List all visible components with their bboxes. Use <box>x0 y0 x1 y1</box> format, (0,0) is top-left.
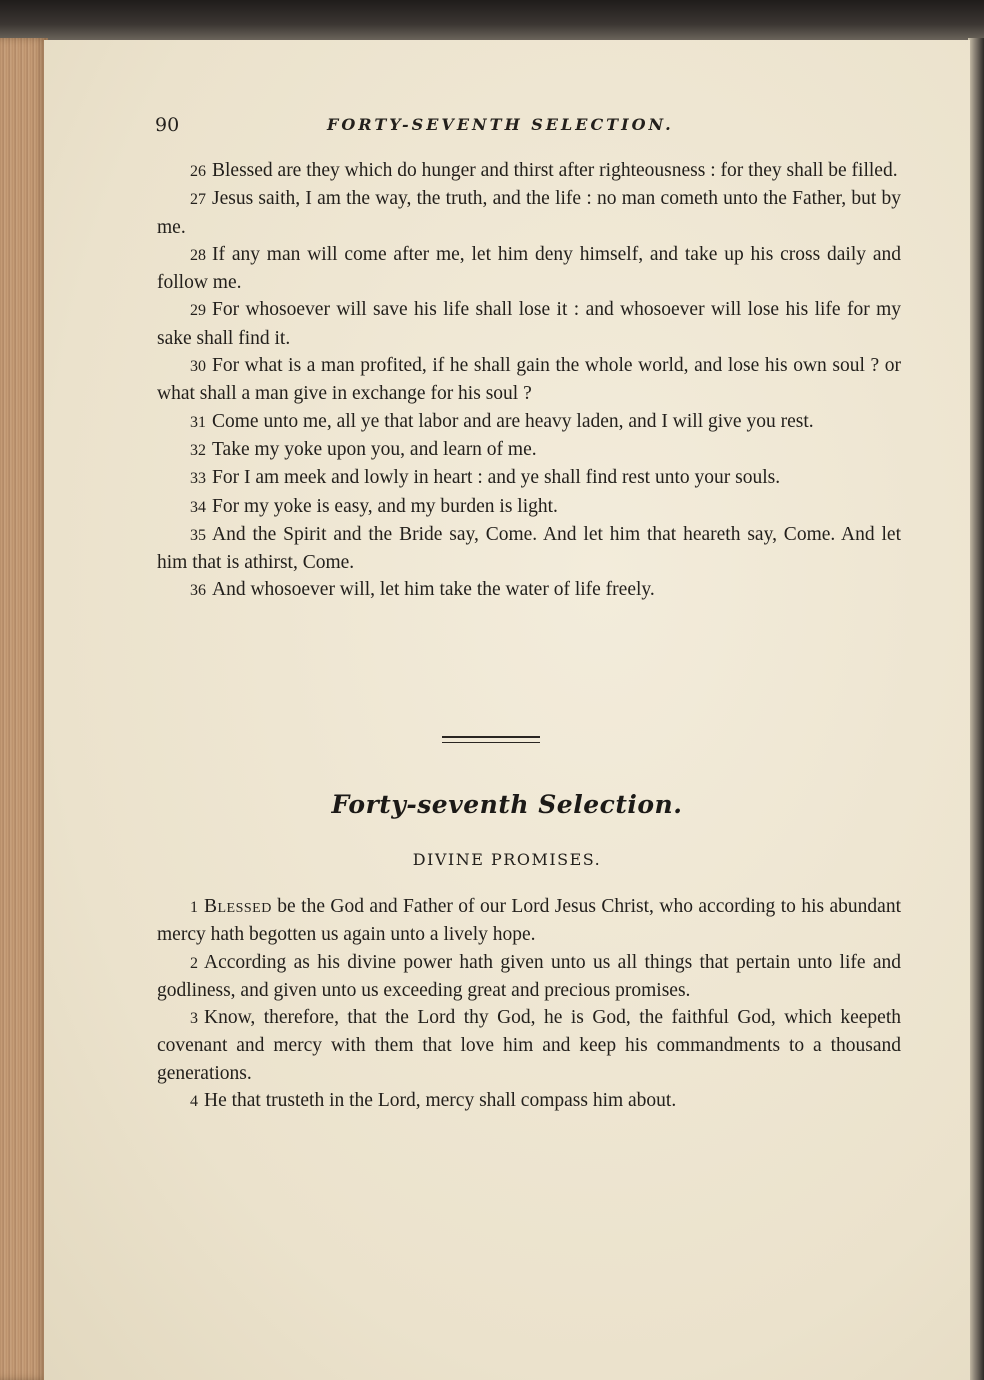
verse <box>157 185 901 241</box>
verse-number: 29 <box>190 302 206 320</box>
verse <box>157 949 901 1005</box>
verse <box>157 893 901 949</box>
verse-text: And whosoever will, let him take the water of life freely. <box>212 579 655 601</box>
verse-text: For what is a man profited, if he shall gain the whole world, and lose his own soul ? or what shall a man give in exchange for his soul ? <box>157 355 901 405</box>
selection-subheading: DIVINE PROMISES. <box>412 850 602 869</box>
verse-text: Blessed are they which do hunger and thirst after righteousness : for they shall be filled. <box>212 160 898 181</box>
verse-text: Take my yoke upon you, and learn of me. <box>212 438 537 460</box>
verse-number: 27 <box>190 191 206 209</box>
verse-number: 33 <box>190 470 206 488</box>
verse-number: 28 <box>190 246 206 264</box>
verse-text: be the God and Father of our Lord Jesus Christ, who according to his abundant mercy hath begotten us again unto a lively hope. <box>157 896 901 946</box>
verse-text: And the Spirit and the Bride say, Come. And let him that heareth say, Come. And let him that is athirst, Come. <box>157 523 901 574</box>
section-divider <box>442 736 540 743</box>
verse-text: For whosoever will save his life shall lose it : and whosoever will lose his life for my sake shall find it. <box>157 299 901 349</box>
page-number: 90 <box>155 114 180 136</box>
verse-text: He that trusteth in the Lord, mercy shall compass him about. <box>204 1090 677 1112</box>
verse <box>157 241 901 297</box>
previous-selection-verses <box>157 157 901 605</box>
verse-number: 34 <box>190 498 206 516</box>
verse-number: 30 <box>190 358 206 376</box>
page-header <box>155 114 855 140</box>
verse-text: For I am meek and lowly in heart : and ye shall find rest unto your souls. <box>212 467 781 489</box>
verse-number: 3 <box>190 1010 198 1028</box>
verse <box>157 436 901 464</box>
verse-text: Jesus saith, I am the way, the truth, and the life : no man cometh unto the Father, but by me. <box>157 188 901 238</box>
verse-text: According as his divine power hath given unto us all things that pertain unto life and godliness, and given unto us exceeding great and precious promises. <box>157 951 901 1001</box>
binding-edge <box>968 38 984 1380</box>
verse <box>157 408 901 436</box>
verse-text: For my yoke is easy, and my burden is light. <box>212 495 558 517</box>
verse <box>157 493 901 521</box>
verse-number: 35 <box>190 526 206 544</box>
verse-text: Know, therefore, that the Lord thy God, he is God, the faithful God, which keepeth covenant and mercy with them that love him and keep his commandments to a thousand generations. <box>157 1007 901 1084</box>
verse <box>157 352 901 408</box>
verse-number: 2 <box>190 954 198 972</box>
book-page <box>44 40 970 1380</box>
verse <box>157 157 901 185</box>
book-top-edge <box>0 0 984 40</box>
selection-verses <box>157 893 901 1115</box>
selection-heading: Forty-seventh Selection. <box>331 790 683 819</box>
verse-number: 26 <box>190 163 206 180</box>
verse-number: 31 <box>190 413 206 431</box>
verse <box>157 1004 901 1087</box>
page-edges <box>0 38 48 1380</box>
verse-number: 32 <box>190 441 206 459</box>
verse-text: Come unto me, all ye that labor and are heavy laden, and I will give you rest. <box>212 410 814 432</box>
verse <box>157 1087 901 1115</box>
verse-number: 36 <box>190 582 206 600</box>
verse <box>157 464 901 492</box>
verse-first-word: Blessed <box>204 896 272 917</box>
verse-number: 4 <box>190 1093 198 1111</box>
verse-text: If any man will come after me, let him deny himself, and take up his cross daily and follow me. <box>157 243 901 294</box>
verse <box>157 521 901 577</box>
running-title: FORTY-SEVENTH SELECTION. <box>327 115 674 134</box>
verse <box>157 296 901 352</box>
verse <box>157 576 901 604</box>
verse-number: 1 <box>190 899 198 916</box>
